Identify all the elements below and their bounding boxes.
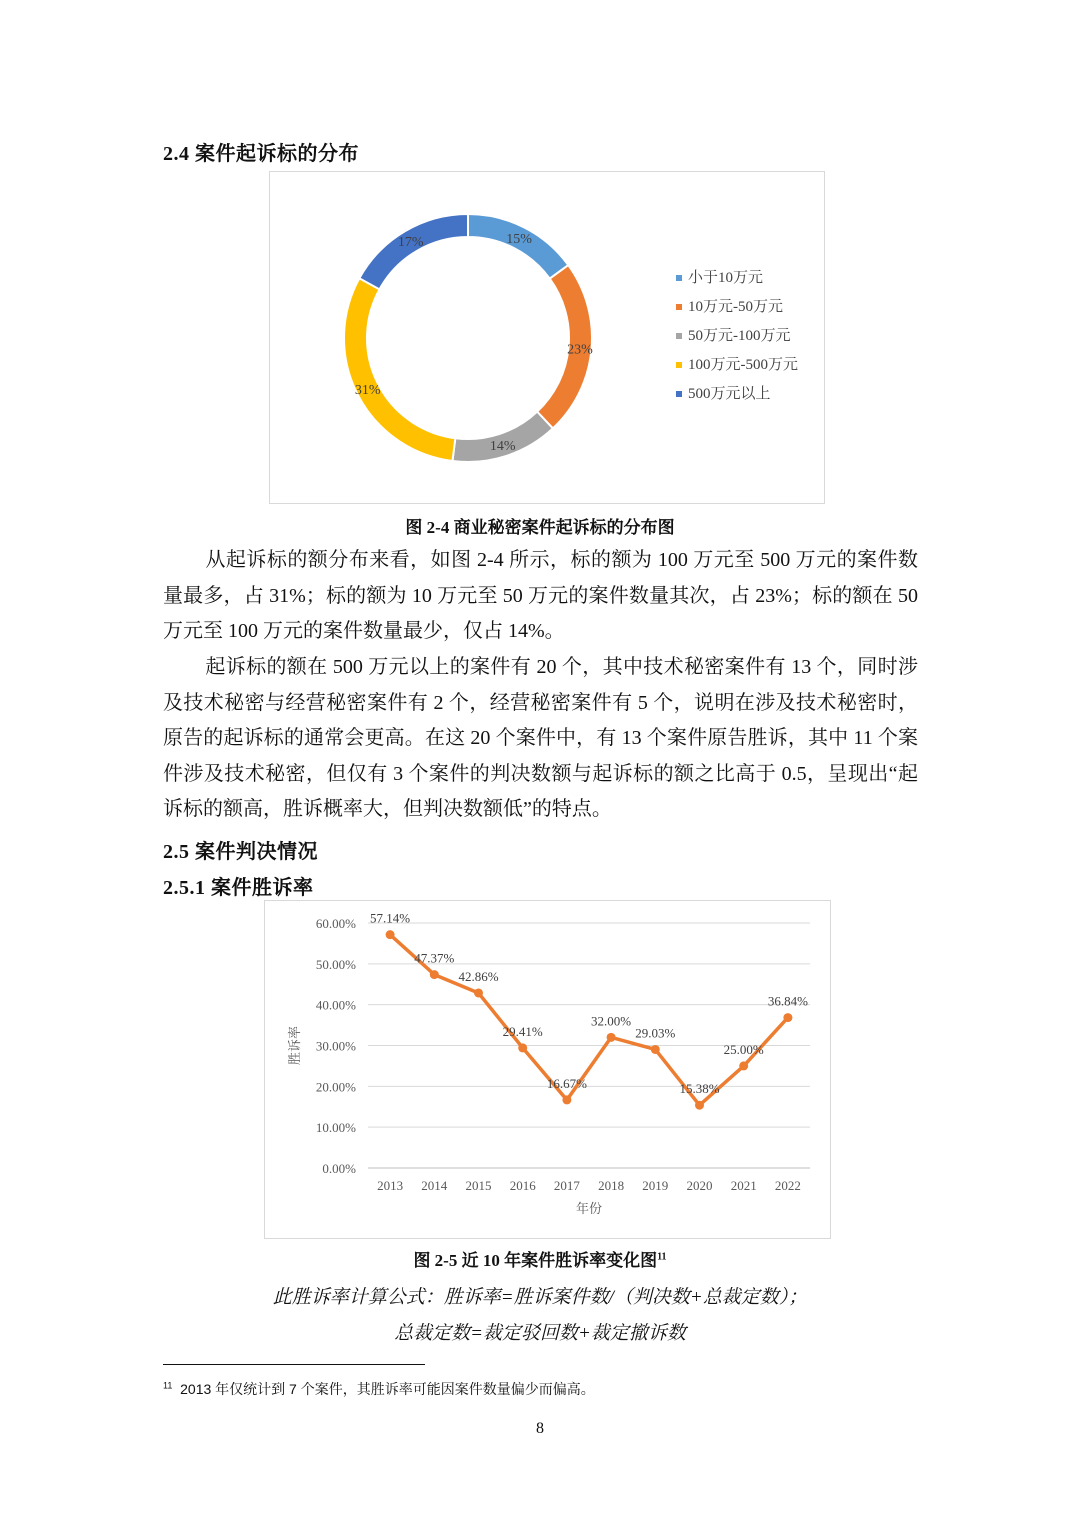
data-label-7: 15.38% bbox=[679, 1081, 720, 1097]
donut-slice-4 bbox=[359, 214, 468, 289]
paragraph-1: 从起诉标的额分布来看，如图 2-4 所示，标的额为 100 万元至 500 万元的案件数量最多，占 31%；标的额为 10 万元至 50 万元的案件数量其次，占 23%；标的额在 50 万元至 100 万元的案件数量最少，仅占 14%。 bbox=[163, 549, 918, 642]
legend-label-2: 50万元-100万元 bbox=[688, 328, 791, 344]
data-point-7 bbox=[695, 1101, 704, 1110]
footnote-number: 11 bbox=[163, 1380, 173, 1391]
section-heading-2-5-1: 2.5.1 案件胜诉率 bbox=[163, 877, 314, 899]
formula-line-2: 总裁定数=裁定驳回数+裁定撤诉数 bbox=[394, 1323, 686, 1344]
data-label-9: 36.84% bbox=[767, 993, 808, 1009]
data-label-8: 25.00% bbox=[723, 1041, 764, 1057]
legend-label-1: 10万元-50万元 bbox=[688, 299, 783, 315]
data-point-0 bbox=[386, 930, 395, 939]
donut-slice-label-3: 31% bbox=[354, 383, 381, 399]
data-point-3 bbox=[518, 1043, 527, 1052]
x-tick-label-9: 2022 bbox=[774, 1178, 801, 1193]
legend-swatch-1 bbox=[676, 304, 682, 310]
legend-label-0: 小于10万元 bbox=[688, 270, 764, 286]
y-tick-label-4: 40.00% bbox=[315, 997, 356, 1013]
x-tick-label-1: 2014 bbox=[421, 1178, 448, 1193]
footnote-ref: 11 bbox=[657, 1251, 667, 1263]
x-tick-label-2: 2015 bbox=[465, 1178, 492, 1193]
data-point-5 bbox=[607, 1033, 616, 1042]
x-tick-label-4: 2017 bbox=[553, 1178, 580, 1193]
x-tick-label-7: 2020 bbox=[686, 1178, 713, 1193]
section-heading-2-5: 2.5 案件判决情况 bbox=[163, 841, 318, 863]
data-label-6: 29.03% bbox=[635, 1025, 676, 1041]
footnote bbox=[163, 1379, 595, 1399]
legend-swatch-0 bbox=[676, 275, 682, 281]
x-tick-label-5: 2018 bbox=[598, 1178, 625, 1193]
donut-slice-label-1: 23% bbox=[567, 342, 593, 358]
x-tick-label-0: 2013 bbox=[377, 1178, 404, 1193]
donut-chart-svg bbox=[270, 172, 824, 503]
data-point-6 bbox=[651, 1045, 660, 1054]
y-tick-label-1: 10.00% bbox=[315, 1120, 356, 1136]
data-point-2 bbox=[474, 988, 483, 997]
donut-slice-label-0: 15% bbox=[506, 231, 532, 247]
donut-slice-3 bbox=[344, 278, 455, 461]
y-axis-label: 胜诉率 bbox=[287, 1025, 302, 1066]
data-label-0: 57.14% bbox=[370, 910, 411, 926]
figure-2-5-caption: 图 2-5 近 10 年案件胜诉率变化图$^{11}$ bbox=[413, 1251, 667, 1270]
legend-swatch-3 bbox=[676, 362, 682, 368]
x-tick-label-8: 2021 bbox=[730, 1178, 757, 1193]
y-tick-label-0: 0.00% bbox=[322, 1161, 356, 1176]
y-tick-label-3: 30.00% bbox=[315, 1038, 356, 1054]
footnote-text: 2013 年仅统计到 7 个案件，其胜诉率可能因案件数量偏少而偏高。 bbox=[180, 1381, 595, 1397]
formula-line-1: 此胜诉率计算公式：胜诉率=胜诉案件数/（判决数+总裁定数）； bbox=[272, 1287, 808, 1308]
figure-2-4-caption: 图 2-4 商业秘密案件起诉标的分布图 bbox=[405, 518, 675, 537]
data-point-8 bbox=[739, 1061, 748, 1070]
figure-2-5-chart bbox=[264, 900, 831, 1239]
x-tick-label-3: 2016 bbox=[509, 1178, 536, 1193]
section-heading-2-4: 2.4 案件起诉标的分布 bbox=[163, 143, 359, 165]
data-label-2: 42.86% bbox=[458, 968, 499, 984]
x-tick-label-6: 2019 bbox=[642, 1178, 669, 1193]
legend-swatch-4 bbox=[676, 391, 682, 397]
paragraph-2: 起诉标的额在 500 万元以上的案件有 20 个，其中技术秘密案件有 13 个，同时涉及技术秘密与经营秘密案件有 2 个，经营秘密案件有 5 个，说明在涉及技术秘密时，原告的起诉标的通常会更高。在这 20 个案件中，有 13 个案件原告胜诉，其中 11 个案件涉及技术秘密，但仅有 3 个案件的判决数额与起诉标的额之比高于 0.5，呈现出“起诉标的额高，胜诉概率大，但判决数额低”的特点。 bbox=[163, 656, 918, 820]
legend-label-3: 100万元-500万元 bbox=[688, 357, 798, 373]
line-chart-svg bbox=[265, 901, 830, 1238]
data-point-4 bbox=[562, 1095, 571, 1104]
data-label-5: 32.00% bbox=[591, 1013, 632, 1029]
data-label-4: 16.67% bbox=[546, 1075, 587, 1091]
x-axis-label: 年份 bbox=[575, 1201, 603, 1216]
footnote-divider bbox=[163, 1364, 425, 1365]
data-label-1: 47.37% bbox=[414, 950, 455, 966]
figure-2-4-chart bbox=[269, 171, 825, 504]
data-point-9 bbox=[783, 1013, 792, 1022]
y-tick-label-6: 60.00% bbox=[315, 916, 356, 931]
data-label-3: 29.41% bbox=[502, 1023, 543, 1039]
y-tick-label-5: 50.00% bbox=[315, 956, 356, 972]
donut-slice-2 bbox=[452, 412, 552, 462]
page-number: 8 bbox=[536, 1420, 544, 1437]
donut-slice-label-2: 14% bbox=[489, 438, 516, 454]
legend-label-4: 500万元以上 bbox=[688, 386, 771, 402]
data-point-1 bbox=[430, 970, 439, 979]
donut-slice-label-4: 17% bbox=[397, 235, 424, 251]
y-tick-label-2: 20.00% bbox=[315, 1079, 356, 1095]
legend-swatch-2 bbox=[676, 333, 682, 339]
